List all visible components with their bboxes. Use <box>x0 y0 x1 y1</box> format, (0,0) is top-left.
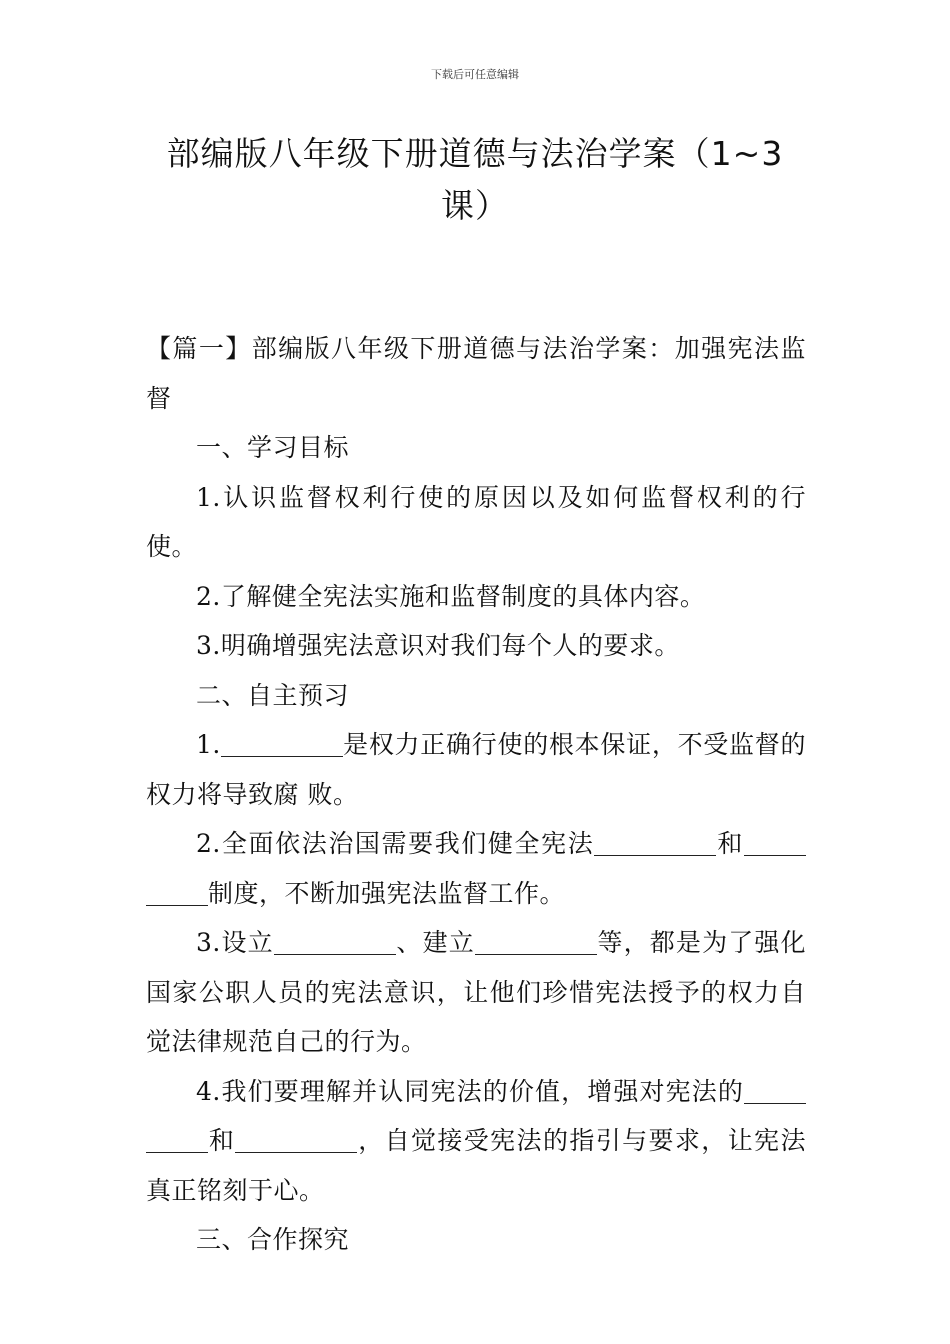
question-2-text-end: 制度，不断加强宪法监督工作。 <box>208 878 566 908</box>
question-3-text-end: 等，都是为了强化国家公职人员的宪法意识，让他们珍惜宪法授予的权力自觉法律规范自己的行为。 <box>146 928 806 1056</box>
fill-blank <box>274 926 396 955</box>
fill-blank <box>221 728 343 757</box>
question-3-text-start: 3.设立 <box>196 928 274 957</box>
header-note: 下载后可任意编辑 <box>431 68 519 81</box>
question-4-text-start: 4.我们要理解并认同宪法的价值，增强对宪法的 <box>196 1076 744 1106</box>
goal-item-3: 3.明确增强宪法意识对我们每个人的要求。 <box>196 631 680 660</box>
question-2-text-start: 2.全面依法治国需要我们健全宪法 <box>196 829 595 858</box>
question-1 <box>146 720 806 819</box>
section-heading: 【篇一】部编版八年级下册道德与法治学案：加强宪法监督 <box>146 334 806 413</box>
document-title-line1: 部编版八年级下册道德与法治学案（1~3 <box>166 134 784 173</box>
part2-heading: 二、自主预习 <box>196 680 350 710</box>
part1-heading: 一、学习目标 <box>196 433 350 462</box>
document-title <box>145 128 805 232</box>
question-1-number: 1. <box>196 730 221 759</box>
goal-item-2: 2.了解健全宪法实施和监督制度的具体内容。 <box>196 581 706 611</box>
question-3 <box>146 918 806 1067</box>
question-1-text: 是权力正确行使的根本保证，不受监督的权力将导致腐 败。 <box>146 730 806 809</box>
fill-blank <box>235 1124 357 1153</box>
fill-blank <box>475 926 597 955</box>
question-4-text-end: ，自觉接受宪法的指引与要求，让宪法真正铭刻于心。 <box>146 1126 806 1205</box>
fill-blank <box>744 1075 806 1104</box>
question-2 <box>146 819 806 918</box>
question-3-text-middle: 、建立 <box>395 928 475 957</box>
fill-blank <box>594 827 716 856</box>
part3-heading: 三、合作探究 <box>196 1225 350 1254</box>
fill-blank <box>146 877 208 906</box>
goal-item-1: 1.认识监督权利行使的原因以及如何监督权利的行使。 <box>146 482 806 561</box>
question-4 <box>146 1067 806 1216</box>
fill-blank <box>744 827 806 856</box>
fill-blank <box>146 1124 208 1153</box>
document-title-line2: 课） <box>441 186 509 225</box>
question-4-text-middle: 和 <box>208 1126 236 1155</box>
document-body <box>146 324 806 1265</box>
question-2-text-middle: 和 <box>716 829 744 858</box>
